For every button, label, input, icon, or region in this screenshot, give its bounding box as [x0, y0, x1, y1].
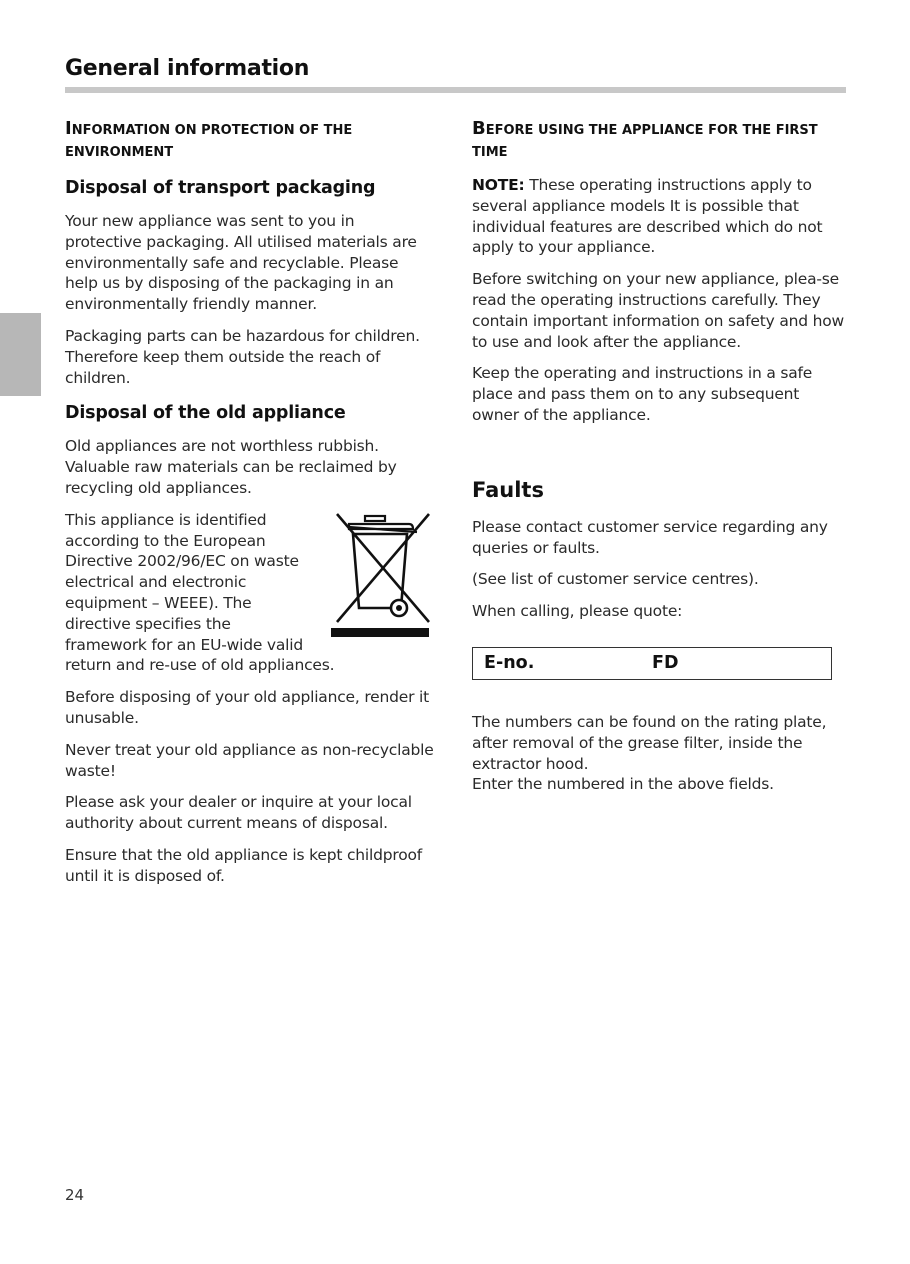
paragraph: Keep the operating and instructions in a safe place and pass them on to any subsequent owner of the appliance. — [472, 364, 813, 424]
paragraph: Please contact customer service regarding any queries or faults. — [472, 517, 828, 557]
paragraph: Packaging parts can be hazardous for children. Therefore keep them outside the reach of children. — [65, 326, 420, 387]
paragraph: Your new appliance was sent to you in protective packaging. All utilised materials are environmentally safe and recyclable. Please help us by disposing of the packaging in an environmentally friendly manner. — [65, 212, 417, 314]
heading-transport-packaging: Disposal of transport packaging — [65, 178, 376, 198]
section-title-before-first-use: BEFORE USING THE APPLIANCE FOR THE FIRST TIME — [472, 118, 818, 160]
paragraph: Before switching on your new appliance, plea-se read the operating instructions carefully. They contain important information on safety and how to use and look after the appliance. — [472, 270, 845, 351]
paragraph: Before disposing of your old appliance, render it unusable. — [65, 688, 429, 727]
note-label: NOTE: — [472, 176, 525, 194]
eno-fd-field-box[interactable] — [472, 647, 832, 680]
heading-faults: Faults — [472, 477, 544, 502]
paragraph: Please ask your dealer or inquire at your local authority about current means of disposal. — [65, 793, 412, 833]
page-title: General information — [65, 56, 310, 81]
weee-block — [65, 510, 435, 676]
paragraph: Never treat your old appliance as non-recyclable waste! — [65, 740, 434, 780]
paragraph: Ensure that the old appliance is kept childproof until it is disposed of. — [65, 845, 423, 885]
title-rule — [65, 87, 846, 93]
page-number: 24 — [65, 1186, 85, 1204]
note-text: These operating instructions apply to several appliance models It is possible that individual features are described which do not apply to your appliance. — [472, 176, 823, 257]
section-title-environment: INFORMATION ON PROTECTION OF THE ENVIRONMENT — [65, 118, 353, 160]
right-column — [472, 118, 847, 806]
eno-label: E-no. — [484, 652, 535, 673]
paragraph: Old appliances are not worthless rubbish. Valuable raw materials can be reclaimed by recycling old appliances. — [65, 437, 397, 497]
paragraph: Enter the numbered in the above fields. — [472, 775, 774, 794]
paragraph: (See list of customer service centres). — [472, 570, 759, 589]
heading-old-appliance: Disposal of the old appliance — [65, 403, 346, 424]
paragraph-note — [472, 175, 847, 258]
left-column — [65, 118, 435, 898]
paragraph: The numbers can be found on the rating plate, after removal of the grease filter, inside the extractor hood. — [472, 712, 827, 773]
fd-label: FD — [652, 652, 679, 673]
paragraph-weee: This appliance is identified according to the European Directive 2002/96/EC on waste electrical and electronic equipment – WEEE). The directive specifies the framework for an EU-wide valid return and re-use of old appliances. — [65, 510, 335, 675]
crossed-out-wheelie-bin-icon — [325, 510, 435, 640]
side-tab-marker — [0, 313, 41, 396]
paragraph: When calling, please quote: — [472, 602, 683, 621]
